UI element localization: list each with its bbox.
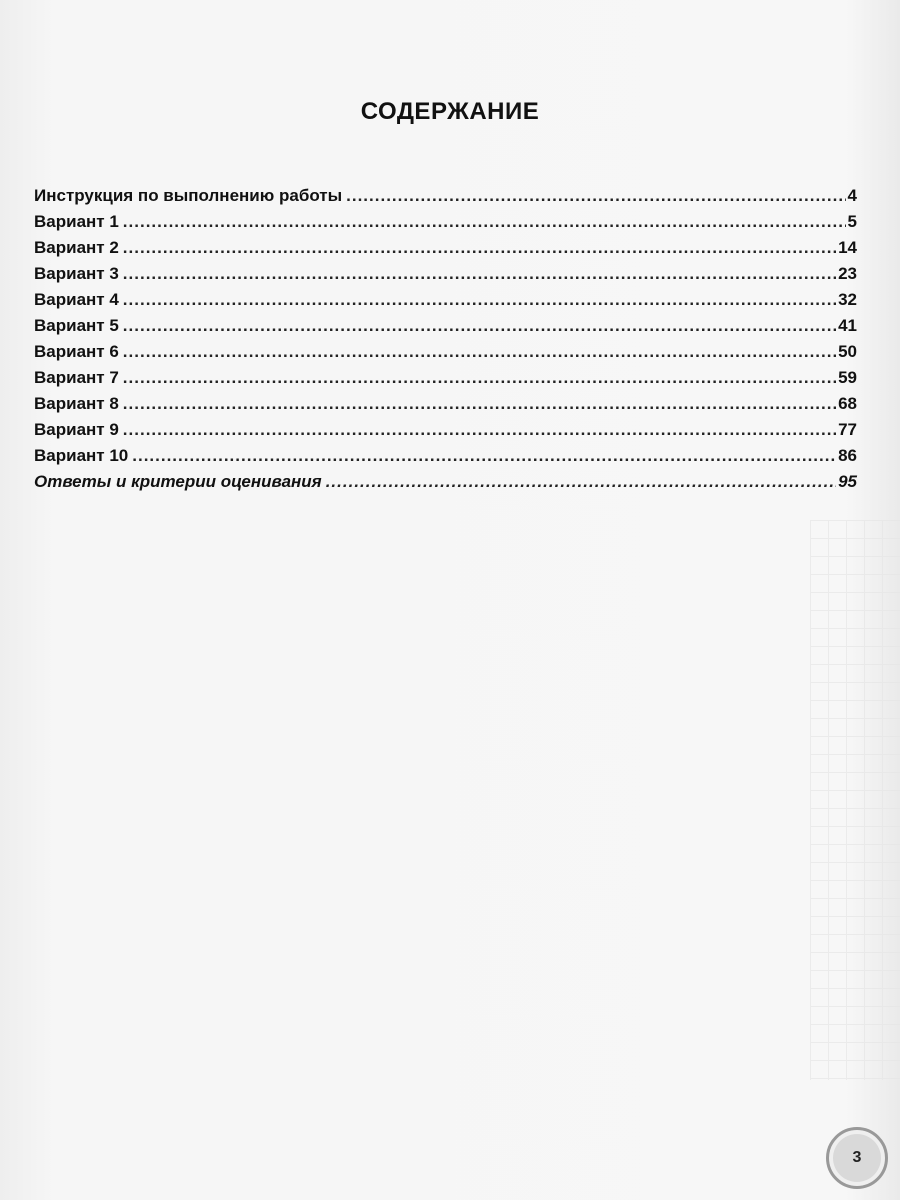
- toc-entry: [34, 238, 857, 264]
- toc-entry-label: Вариант 8: [34, 394, 119, 413]
- toc-entry-page: 68: [838, 394, 857, 413]
- toc-entry-label: Вариант 10: [34, 446, 129, 465]
- dot-leader: [326, 472, 836, 492]
- toc-entry-page: 32: [838, 290, 857, 309]
- show-through-grid: [810, 520, 900, 1080]
- toc-entry-page: 77: [838, 420, 857, 439]
- page-number-badge: 3: [826, 1127, 888, 1189]
- toc-entry: [34, 316, 857, 342]
- dot-leader: [123, 264, 836, 284]
- toc-entry-label: Вариант 1: [34, 212, 119, 231]
- toc-entry-page: 95: [838, 472, 857, 491]
- dot-leader: [123, 342, 836, 362]
- toc-entry-page: 41: [838, 316, 857, 335]
- toc-entry-page: 4: [847, 186, 857, 205]
- toc-entry-label: Вариант 2: [34, 238, 119, 257]
- toc-entry: [34, 420, 857, 446]
- toc-entry-label: Вариант 3: [34, 264, 119, 283]
- toc-entry: [34, 186, 857, 212]
- toc-entry-page: 23: [838, 264, 857, 283]
- dot-leader: [346, 186, 845, 206]
- dot-leader: [123, 368, 836, 388]
- toc-entry: [34, 472, 857, 498]
- toc-entry: [34, 290, 857, 316]
- toc-entry-label: Ответы и критерии оценивания: [34, 472, 322, 491]
- toc-entry: [34, 368, 857, 394]
- toc-entry-label: Вариант 9: [34, 420, 119, 439]
- dot-leader: [123, 394, 836, 414]
- dot-leader: [123, 238, 836, 258]
- toc-entry-page: 50: [838, 342, 857, 361]
- toc-entry-label: Вариант 5: [34, 316, 119, 335]
- table-of-contents: [34, 186, 857, 498]
- toc-entry: [34, 264, 857, 290]
- toc-entry-label: Вариант 4: [34, 290, 119, 309]
- dot-leader: [123, 290, 836, 310]
- dot-leader: [123, 420, 836, 440]
- page-title: СОДЕРЖАНИЕ: [360, 98, 540, 126]
- toc-entry-page: 86: [838, 446, 857, 465]
- toc-entry-page: 14: [838, 238, 857, 257]
- toc-entry: [34, 446, 857, 472]
- toc-entry-label: Инструкция по выполнению работы: [34, 186, 343, 205]
- toc-entry-page: 59: [838, 368, 857, 387]
- toc-entry-label: Вариант 7: [34, 368, 119, 387]
- toc-entry-page: 5: [847, 212, 857, 231]
- toc-entry: [34, 394, 857, 420]
- toc-entry: [34, 212, 857, 238]
- dot-leader: [132, 446, 836, 466]
- toc-entry-label: Вариант 6: [34, 342, 119, 361]
- dot-leader: [123, 316, 836, 336]
- toc-entry: [34, 342, 857, 368]
- dot-leader: [123, 212, 846, 232]
